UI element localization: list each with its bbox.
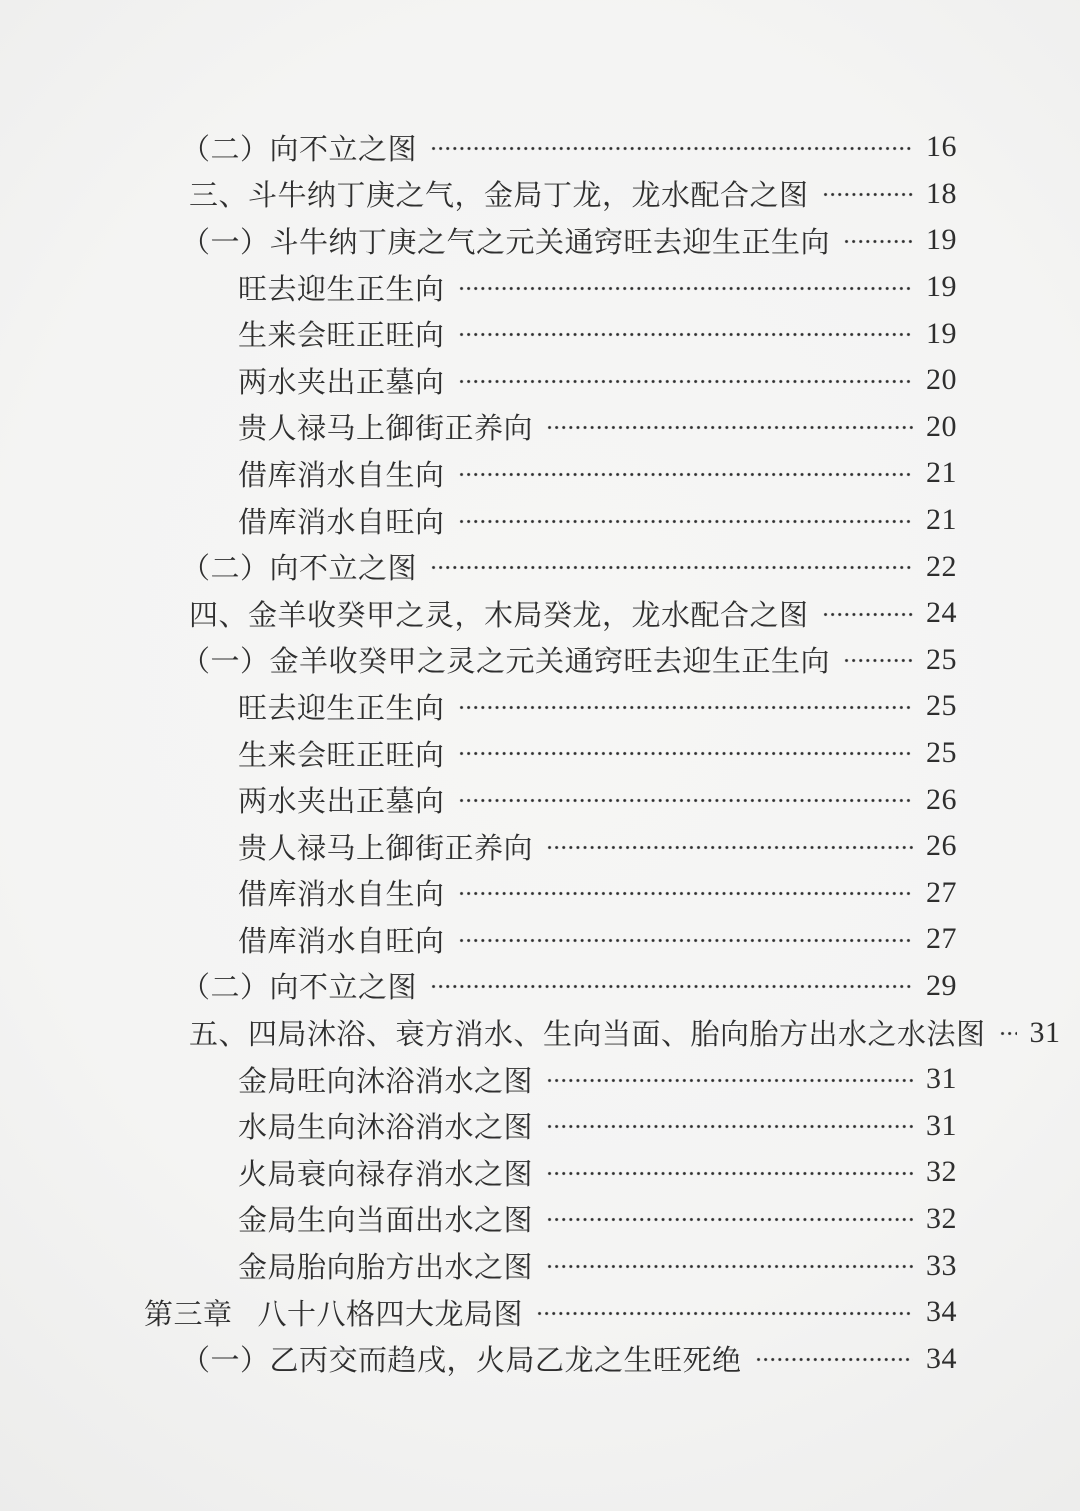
dot-leader [546,1056,913,1103]
toc-entry-title: 借库消水自旺向 [238,506,445,539]
page-number: 20 [926,409,957,443]
page-number: 25 [926,736,957,770]
toc-entry [0,124,957,171]
toc-entry-title: 借库消水自生向 [238,459,445,492]
dot-leader [822,171,913,218]
toc-entry-title: 贵人禄马上御街正养向 [238,832,534,865]
toc-entry-title: （一）金羊收癸甲之灵之元关通窍旺去迎生正生向 [181,646,831,679]
page-number: 22 [926,549,957,583]
dot-leader [458,357,913,404]
toc-entry-title: 借库消水自生向 [238,879,445,912]
toc-entry-title: （二）向不立之图 [181,133,418,166]
dot-leader [430,124,913,171]
toc-entry [0,404,957,451]
dot-leader [458,916,913,963]
page-number: 31 [926,1062,957,1096]
toc-entry-title: 贵人禄马上御街正养向 [238,413,534,446]
dot-leader [536,1289,913,1336]
toc-entry [0,963,957,1010]
toc-entry-title: 四、金羊收癸甲之灵，木局癸龙，龙水配合之图 [189,599,809,632]
toc-entry-title: 五、四局沐浴、衰方消水、生向当面、胎向胎方出水之水法图 [189,1019,986,1052]
dot-leader [458,264,913,311]
toc-entry [0,916,957,963]
toc-entry [0,450,957,497]
page-number: 19 [926,270,957,304]
toc-entry [0,637,957,684]
toc-entry [0,776,957,823]
toc-entry-title: 火局衰向禄存消水之图 [238,1158,534,1191]
toc-entry-title: 生来会旺正旺向 [238,320,445,353]
toc-entry-title: 旺去迎生正生向 [238,692,445,725]
page-number: 16 [926,130,957,164]
page-number: 19 [926,316,957,350]
dot-leader [843,217,913,264]
page-number: 19 [926,223,957,257]
toc-entry-title: 水局生向沐浴消水之图 [238,1112,534,1145]
toc-entry [0,823,957,870]
toc-entry-title: 金局生向当面出水之图 [238,1205,534,1238]
toc-entry [0,497,957,544]
dot-leader [458,497,913,544]
page-number: 34 [926,1341,957,1375]
dot-leader [458,776,913,823]
toc-entry-title: 八十八格四大龙局图 [257,1298,524,1331]
page-number: 31 [926,1108,957,1142]
page-number: 25 [926,642,957,676]
toc-entry [0,543,957,590]
page-number: 29 [926,968,957,1002]
toc-entry-title: 金局胎向胎方出水之图 [238,1252,534,1285]
toc-entry-title: （二）向不立之图 [181,972,418,1005]
page-number: 31 [1029,1015,1061,1049]
page-number: 27 [926,875,957,909]
toc-entry [0,1242,957,1289]
dot-leader [458,310,913,357]
toc-entry-title: 三、斗牛纳丁庚之气，金局丁龙，龙水配合之图 [189,180,809,213]
dot-leader [843,637,913,684]
toc-entry [0,357,957,404]
toc-entry-title: 生来会旺正旺向 [238,739,445,772]
dot-leader [458,870,913,917]
toc-entry [0,264,957,311]
page-number: 34 [926,1295,957,1329]
dot-leader [430,963,913,1010]
toc-entry [0,683,957,730]
page-number: 26 [926,782,957,816]
page-number: 24 [926,596,957,630]
toc-entry [0,1056,957,1103]
page-number: 25 [926,689,957,723]
toc-entry [0,870,957,917]
toc-entry-title: 金局旺向沐浴消水之图 [238,1065,534,1098]
dot-leader [546,1102,913,1149]
page-number: 32 [926,1155,957,1189]
page-number: 33 [926,1248,957,1282]
dot-leader [999,1009,1017,1056]
toc-entry [0,217,957,264]
page-number: 21 [926,503,957,537]
chapter-label: 第三章 [144,1298,233,1331]
toc-entry [0,1009,1061,1056]
dot-leader [458,683,913,730]
dot-leader [546,404,913,451]
toc-entry [0,1289,957,1336]
page-number: 27 [926,922,957,956]
page-number: 18 [926,176,957,210]
dot-leader [546,1242,913,1289]
page-number: 21 [926,456,957,490]
toc-list [0,124,1061,1382]
dot-leader [546,823,913,870]
toc-entry [0,730,957,777]
dot-leader [430,543,913,590]
toc-entry-title: （二）向不立之图 [181,553,418,586]
dot-leader [458,730,913,777]
dot-leader [755,1335,913,1382]
toc-entry-title: 借库消水自旺向 [238,925,445,958]
page-number: 26 [926,829,957,863]
toc-entry [0,1196,957,1243]
toc-entry-title: 旺去迎生正生向 [238,273,445,306]
dot-leader [458,450,913,497]
toc-entry-title: （一）斗牛纳丁庚之气之元关通窍旺去迎生正生向 [181,226,831,259]
toc-entry-title: 两水夹出正墓向 [238,366,445,399]
toc-entry [0,1149,957,1196]
dot-leader [546,1196,913,1243]
page-number: 32 [926,1201,957,1235]
page-number: 20 [926,363,957,397]
dot-leader [546,1149,913,1196]
toc-entry-title: （一）乙丙交而趋戌，火局乙龙之生旺死绝 [181,1345,742,1378]
toc-entry-title: 两水夹出正墓向 [238,786,445,819]
dot-leader [822,590,913,637]
toc-entry [0,310,957,357]
toc-entry [0,1102,957,1149]
toc-entry [0,590,957,637]
toc-entry [0,1335,957,1382]
toc-entry [0,171,957,218]
